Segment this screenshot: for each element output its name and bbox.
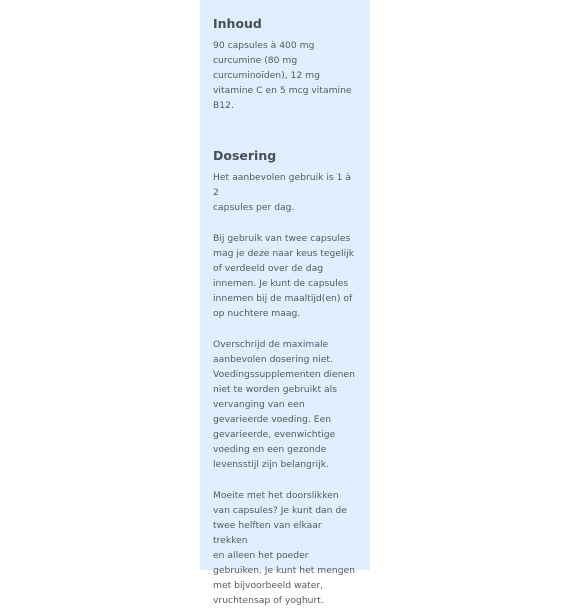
dosering-paragraph-2: Bij gebruik van twee capsules mag je deze naar keus tegelijk of verdeeld over de dag innemen. Je kunt de capsules innemen bij de maaltijd(en) of op nuchtere maag.: [213, 233, 355, 319]
dosering-paragraph-1: Het aanbevolen gebruik is 1 à 2 capsules per dag.: [213, 172, 352, 213]
dosering-paragraph-3: Overschrijd de maximale aanbevolen dosering niet. Voedingssupplementen dienen niet te worden gebruikt als vervanging van een gevarieerde voeding. Een gevarieerde, evenwichtige voeding en een gezonde levensstijl zijn belangrijk.: [213, 339, 355, 470]
dosering-paragraph-4: Moeite met het doorslikken van capsules? Je kunt dan de twee helften van elkaar trekken en alleen het poeder gebruiken. Je kunt het mengen met bijvoorbeeld water, vruchtensap of yoghurt.: [213, 490, 355, 606]
inhoud-text: 90 capsules à 400 mg curcumine (80 mg curcuminoïden), 12 mg vitamine C en 5 mcg vitamine B12.: [213, 40, 352, 111]
inhoud-heading: Inhoud: [213, 16, 262, 31]
dosering-heading: Dosering: [213, 148, 277, 163]
product-info-panel: [200, 0, 370, 606]
